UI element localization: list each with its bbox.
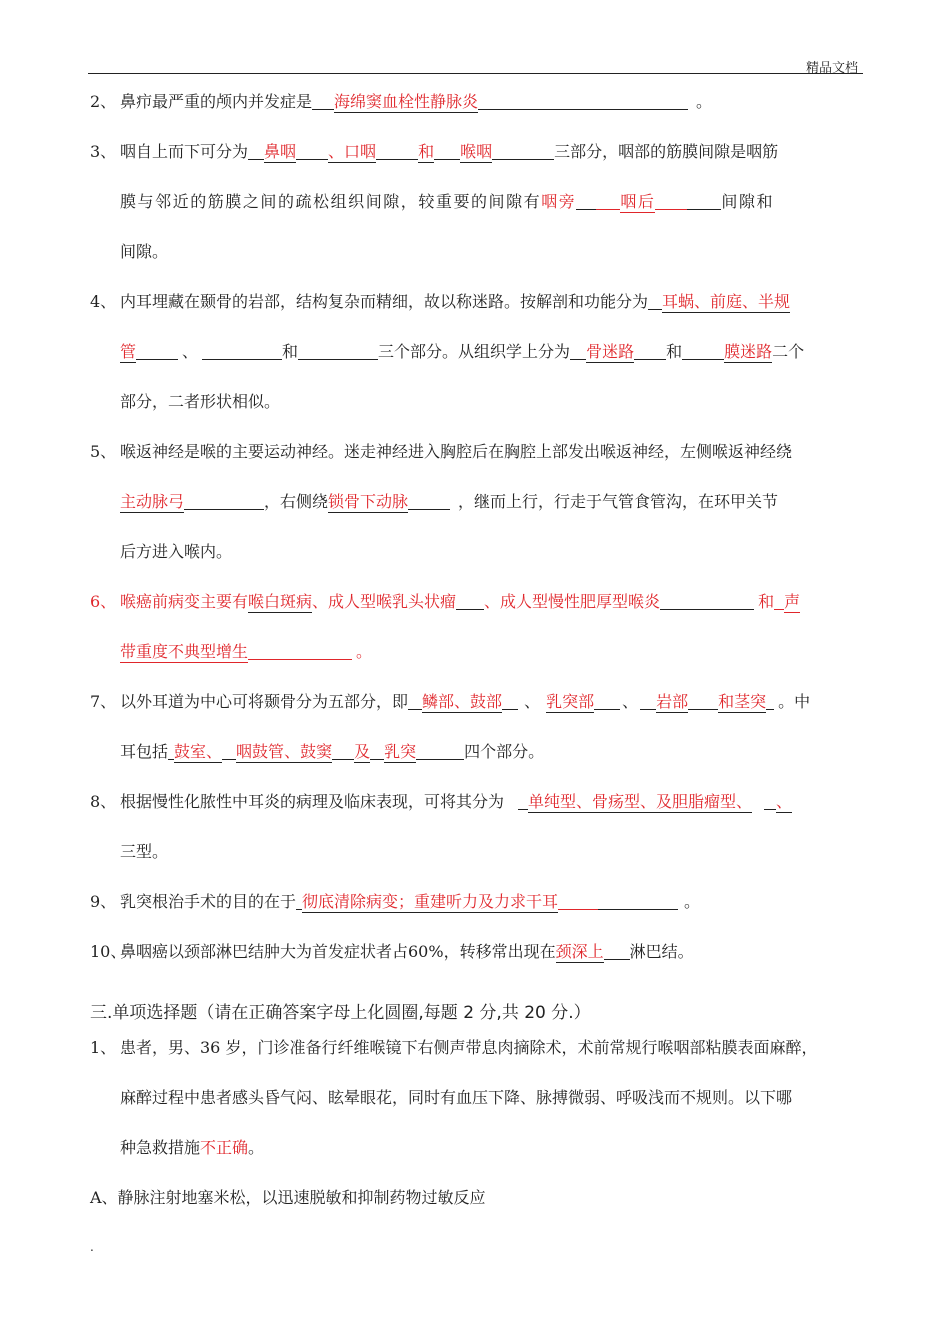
answer: 主动脉弓 xyxy=(120,492,185,511)
blank xyxy=(598,893,678,910)
answer: 及 xyxy=(354,742,371,761)
question-text: 三部分，咽部的筋膜间隙是咽筋 xyxy=(554,142,779,161)
question-end: 。 xyxy=(696,92,713,111)
question-number: 6、 xyxy=(90,592,117,611)
answer: 单纯型、骨疡型、及胆脂瘤型、 xyxy=(528,792,753,811)
question-text: 喉癌前病变主要有 xyxy=(120,592,249,611)
separator: 、 xyxy=(284,742,301,761)
blank xyxy=(248,643,352,660)
question-text: 二个 xyxy=(772,342,805,361)
answer: 鼓室 xyxy=(174,742,207,761)
answer: 、成人型喉乳头状瘤 xyxy=(312,592,457,611)
question-text: 膜与邻近的筋膜之间的疏松组织间隙，较重要的间隙有 xyxy=(120,192,542,211)
blank xyxy=(596,193,620,210)
blank xyxy=(766,693,774,710)
question-text: 三型。 xyxy=(120,842,169,861)
answer: 乳突 xyxy=(384,742,417,761)
blank xyxy=(682,343,724,360)
answer: 、成人型慢性肥厚型喉炎 xyxy=(484,592,661,611)
answer: 乳突部 xyxy=(546,692,595,711)
question-text: 乳突根治手术的目的在于 xyxy=(120,892,297,911)
question-number: 10、 xyxy=(90,942,127,961)
question-number: 8、 xyxy=(90,792,117,811)
question-text: 咽自上而下可分为 xyxy=(120,142,249,161)
answer: 鼻咽 xyxy=(264,142,297,161)
answer: 声 xyxy=(784,592,801,611)
question-number: 3、 xyxy=(90,142,117,161)
answer: 耳蜗、前庭、半规 xyxy=(662,292,791,311)
separator: 、 xyxy=(622,692,639,711)
separator: 、 xyxy=(524,692,541,711)
blank xyxy=(332,743,354,760)
answer: 咽鼓管 xyxy=(236,742,285,761)
emphasis-text: 不正确 xyxy=(200,1138,249,1157)
answer: 岩部 xyxy=(656,692,689,711)
blank xyxy=(248,143,264,160)
question-end: 。 xyxy=(684,892,701,911)
question-number: 9、 xyxy=(90,892,117,911)
blank xyxy=(594,693,620,710)
question-text: 耳包括 xyxy=(120,742,169,761)
answer: 带重度不典型增生 xyxy=(120,642,249,661)
answer: 咽旁 xyxy=(541,192,577,211)
question-text: 部分，二者形状相似。 xyxy=(120,392,281,411)
question-text: 患者，男、36 岁，门诊准备行纤维喉镜下右侧声带息肉摘除术，术前常规行喉咽部粘膜表面麻醉， xyxy=(120,1038,818,1057)
section-title: 三.单项选择题（请在正确答案字母上化圆圈,每题 2 分,共 20 分.） xyxy=(90,1003,591,1023)
question-text: 间隙和 xyxy=(721,192,775,211)
question-end: 。 xyxy=(356,642,373,661)
answer: 颈深上 xyxy=(555,942,604,961)
separator: 、 xyxy=(776,792,793,811)
blank xyxy=(492,143,554,160)
question-text: 三个部分。从组织学上分为 xyxy=(378,342,571,361)
question-text: 后方进入喉内。 xyxy=(120,542,233,561)
conjunction: 和 xyxy=(666,342,683,361)
blank xyxy=(576,193,596,210)
blank xyxy=(774,593,784,610)
blank xyxy=(416,743,464,760)
answer: 管 xyxy=(120,342,137,361)
separator: 、 xyxy=(182,342,199,361)
blank xyxy=(502,693,518,710)
question-text: 。中 xyxy=(778,692,811,711)
answer: 鼓部 xyxy=(470,692,503,711)
question-text: 以外耳道为中心可将颞骨分为五部分，即 xyxy=(120,692,409,711)
blank xyxy=(456,593,484,610)
separator: 、 xyxy=(454,692,471,711)
blank xyxy=(376,143,418,160)
answer: 口咽 xyxy=(344,142,377,161)
question-text: 淋巴结。 xyxy=(629,942,694,961)
question-text: 根据慢性化脓性中耳炎的病理及临床表现，可将其分为 xyxy=(120,792,505,811)
blank xyxy=(640,693,656,710)
question-text: 内耳埋藏在颞骨的岩部，结构复杂而精细，故以称迷路。按解剖和功能分为 xyxy=(120,292,649,311)
blank xyxy=(222,743,236,760)
blank xyxy=(408,693,422,710)
footer-dot: . xyxy=(90,1240,94,1254)
answer: 彻底清除病变；重建听力及力求干耳 xyxy=(302,892,559,911)
question-text: 麻醉过程中患者感头昏气闷、眩晕眼花，同时有血压下降、脉搏微弱、呼吸浅而不规则。以下哪 xyxy=(120,1088,793,1107)
question-number: 4、 xyxy=(90,292,117,311)
question-text: ，右侧绕 xyxy=(264,492,329,511)
blank xyxy=(687,193,721,210)
answer: 锁骨下动脉 xyxy=(328,492,409,511)
blank xyxy=(478,93,688,110)
blank xyxy=(655,193,687,210)
blank xyxy=(312,93,334,110)
blank xyxy=(688,693,718,710)
answer: 和茎突 xyxy=(718,692,767,711)
question-number: 7、 xyxy=(90,692,117,711)
blank xyxy=(764,793,776,810)
header-rule xyxy=(88,73,863,74)
separator: 、 xyxy=(206,742,223,761)
answer: 鳞部 xyxy=(422,692,455,711)
blank xyxy=(634,343,666,360)
answer: 喉白斑病 xyxy=(248,592,313,611)
conjunction: 和 xyxy=(758,592,775,611)
question-text: 间隙。 xyxy=(120,242,169,261)
blank xyxy=(184,493,264,510)
blank xyxy=(518,793,528,810)
conjunction: 和 xyxy=(282,342,299,361)
question-text: 鼻疖最严重的颅内并发症是 xyxy=(120,92,313,111)
separator: 、 xyxy=(328,142,345,161)
blank xyxy=(296,143,328,160)
conjunction: 和 xyxy=(418,142,435,161)
blank xyxy=(558,893,598,910)
blank xyxy=(408,493,450,510)
blank xyxy=(570,343,586,360)
question-text: 喉返神经是喉的主要运动神经。迷走神经进入胸腔后在胸腔上部发出喉返神经，左侧喉返神经绕 xyxy=(120,442,793,461)
header-label: 精品文档 xyxy=(805,61,858,76)
blank xyxy=(202,343,282,360)
question-text: 种急救措施 xyxy=(120,1138,201,1157)
question-text: 鼻咽癌以颈部淋巴结肿大为首发症状者占60%，转移常出现在 xyxy=(120,942,556,961)
blank xyxy=(136,343,178,360)
question-text: 四个部分。 xyxy=(464,742,545,761)
blank xyxy=(660,593,754,610)
answer: 膜迷路 xyxy=(724,342,773,361)
answer: 海绵窦血栓性静脉炎 xyxy=(334,92,479,111)
blank xyxy=(370,743,384,760)
blank xyxy=(298,343,378,360)
question-number: 2、 xyxy=(90,92,117,111)
answer: 骨迷路 xyxy=(586,342,635,361)
blank xyxy=(604,943,630,960)
option-text: A、静脉注射地塞米松，以迅速脱敏和抑制药物过敏反应 xyxy=(90,1188,486,1207)
blank xyxy=(434,143,460,160)
question-text: ，继而上行，行走于气管食管沟，在环甲关节 xyxy=(458,492,779,511)
answer: 咽后 xyxy=(620,192,656,211)
question-number: 5、 xyxy=(90,442,117,461)
question-end: 。 xyxy=(248,1138,265,1157)
answer: 喉咽 xyxy=(460,142,493,161)
question-number: 1、 xyxy=(90,1038,117,1057)
answer: 鼓窦 xyxy=(300,742,333,761)
blank xyxy=(648,293,662,310)
